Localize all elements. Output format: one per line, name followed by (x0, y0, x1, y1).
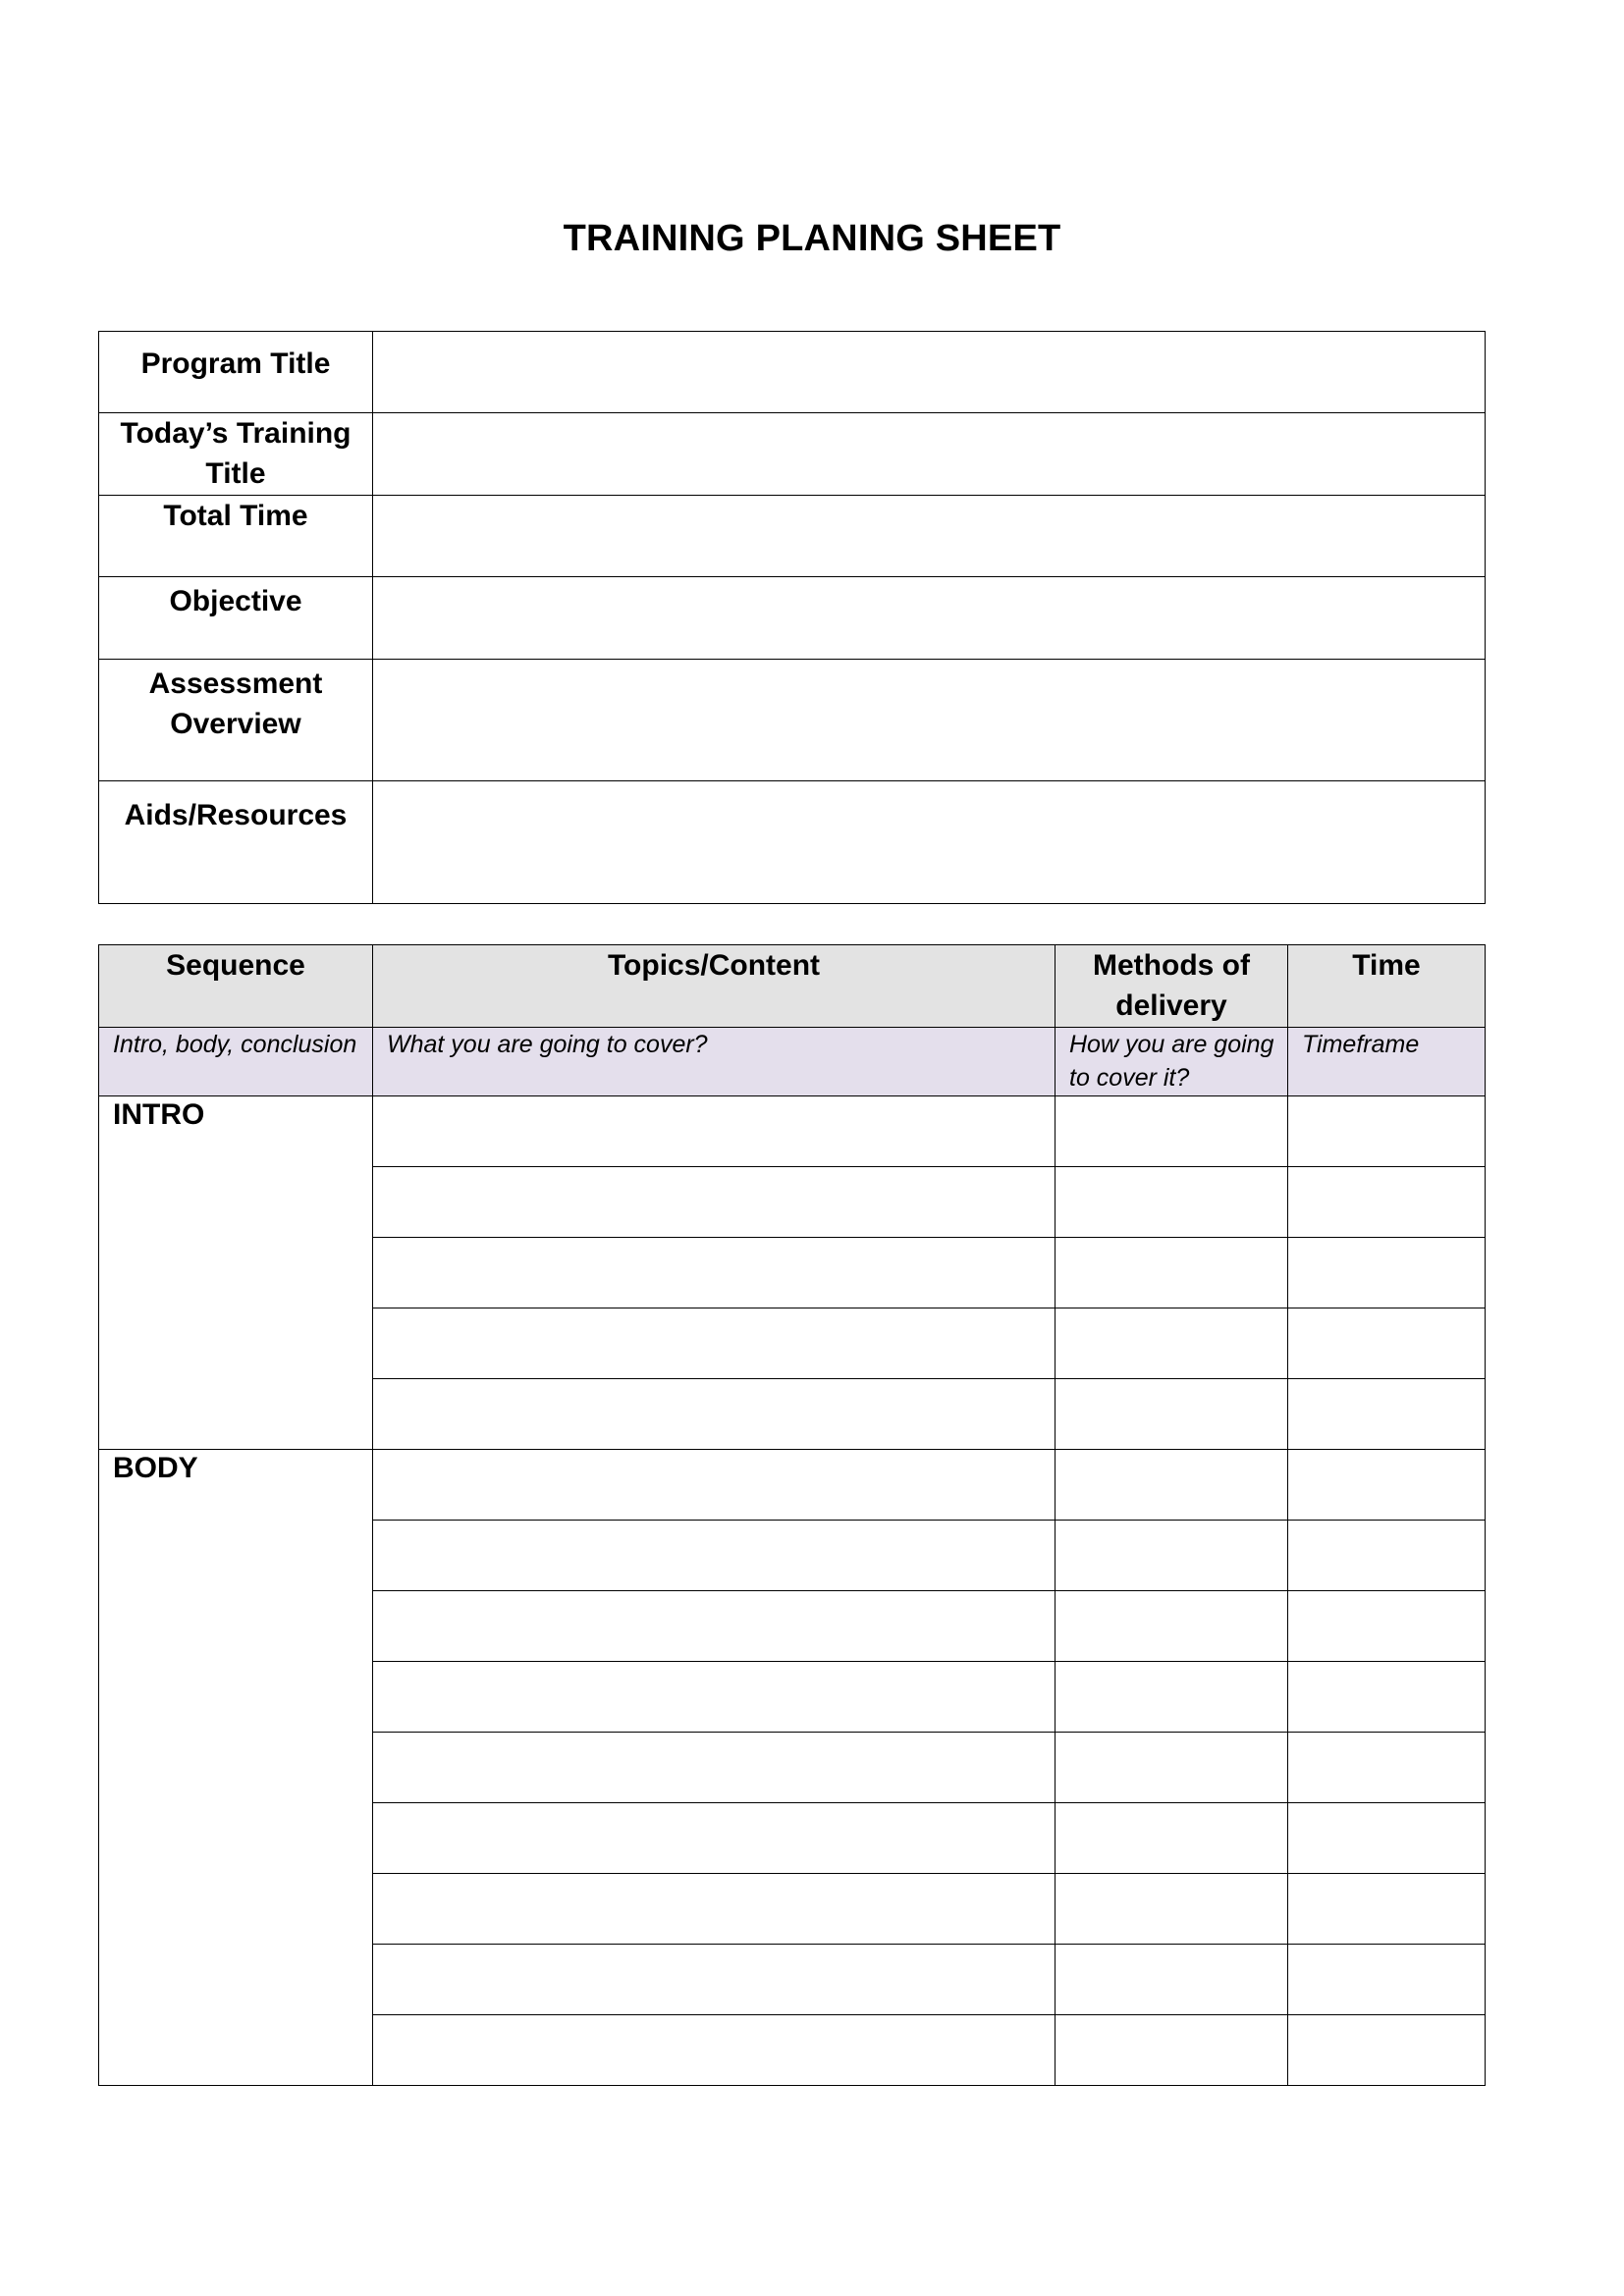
training-plan-table (98, 944, 1486, 2086)
method-cell[interactable] (1056, 1945, 1288, 2015)
objective-row (99, 577, 1486, 660)
todays-training-title-label: Today’s Training Title (99, 413, 373, 496)
topic-cell[interactable] (373, 1521, 1056, 1591)
time-cell[interactable] (1288, 1591, 1486, 1662)
topic-cell[interactable] (373, 1591, 1056, 1662)
aids-resources-row (99, 781, 1486, 904)
method-cell[interactable] (1056, 1308, 1288, 1379)
method-cell[interactable] (1056, 2015, 1288, 2086)
table-row (99, 1096, 1486, 1167)
aids-resources-label: Aids/Resources (99, 781, 373, 904)
todays-training-title-field[interactable] (373, 413, 1486, 496)
table-row (99, 1450, 1486, 1521)
time-guide: Timeframe (1288, 1028, 1486, 1096)
program-title-field[interactable] (373, 332, 1486, 413)
topic-cell[interactable] (373, 1733, 1056, 1803)
program-title-label: Program Title (99, 332, 373, 413)
time-cell[interactable] (1288, 1450, 1486, 1521)
method-cell[interactable] (1056, 1238, 1288, 1308)
topic-cell[interactable] (373, 1945, 1056, 2015)
method-cell[interactable] (1056, 1591, 1288, 1662)
topic-cell[interactable] (373, 1308, 1056, 1379)
sequence-header: Sequence (99, 945, 373, 1028)
method-cell[interactable] (1056, 1450, 1288, 1521)
topic-cell[interactable] (373, 1874, 1056, 1945)
method-cell[interactable] (1056, 1662, 1288, 1733)
time-cell[interactable] (1288, 1733, 1486, 1803)
time-cell[interactable] (1288, 1308, 1486, 1379)
topic-cell[interactable] (373, 1379, 1056, 1450)
topic-cell[interactable] (373, 1096, 1056, 1167)
assessment-overview-row (99, 660, 1486, 781)
topic-cell[interactable] (373, 1662, 1056, 1733)
objective-field[interactable] (373, 577, 1486, 660)
plan-guide-row (99, 1028, 1486, 1096)
time-cell[interactable] (1288, 1945, 1486, 2015)
method-cell[interactable] (1056, 1874, 1288, 1945)
topic-cell[interactable] (373, 1450, 1056, 1521)
sequence-guide: Intro, body, conclusion (99, 1028, 373, 1096)
time-cell[interactable] (1288, 1874, 1486, 1945)
time-cell[interactable] (1288, 2015, 1486, 2086)
topics-content-header: Topics/Content (373, 945, 1056, 1028)
topic-cell[interactable] (373, 1803, 1056, 1874)
body-section-label: BODY (99, 1450, 373, 2086)
total-time-row (99, 496, 1486, 577)
methods-of-delivery-header: Methods of delivery (1056, 945, 1288, 1028)
time-cell[interactable] (1288, 1521, 1486, 1591)
method-cell[interactable] (1056, 1379, 1288, 1450)
objective-label: Objective (99, 577, 373, 660)
topics-content-guide: What you are going to cover? (373, 1028, 1056, 1096)
assessment-overview-field[interactable] (373, 660, 1486, 781)
time-cell[interactable] (1288, 1167, 1486, 1238)
method-cell[interactable] (1056, 1167, 1288, 1238)
time-cell[interactable] (1288, 1803, 1486, 1874)
total-time-label: Total Time (99, 496, 373, 577)
method-cell[interactable] (1056, 1803, 1288, 1874)
page-title: TRAINING PLANING SHEET (563, 218, 1061, 259)
todays-training-title-row (99, 413, 1486, 496)
plan-header-row (99, 945, 1486, 1028)
topic-cell[interactable] (373, 2015, 1056, 2086)
intro-section-label: INTRO (99, 1096, 373, 1450)
total-time-field[interactable] (373, 496, 1486, 577)
topic-cell[interactable] (373, 1167, 1056, 1238)
aids-resources-field[interactable] (373, 781, 1486, 904)
time-cell[interactable] (1288, 1096, 1486, 1167)
time-cell[interactable] (1288, 1238, 1486, 1308)
time-cell[interactable] (1288, 1379, 1486, 1450)
method-cell[interactable] (1056, 1733, 1288, 1803)
program-title-row (99, 332, 1486, 413)
topic-cell[interactable] (373, 1238, 1056, 1308)
method-cell[interactable] (1056, 1521, 1288, 1591)
assessment-overview-label: Assessment Overview (99, 660, 373, 781)
method-cell[interactable] (1056, 1096, 1288, 1167)
time-cell[interactable] (1288, 1662, 1486, 1733)
time-header: Time (1288, 945, 1486, 1028)
methods-of-delivery-guide: How you are going to cover it? (1056, 1028, 1288, 1096)
training-info-table (98, 331, 1486, 904)
